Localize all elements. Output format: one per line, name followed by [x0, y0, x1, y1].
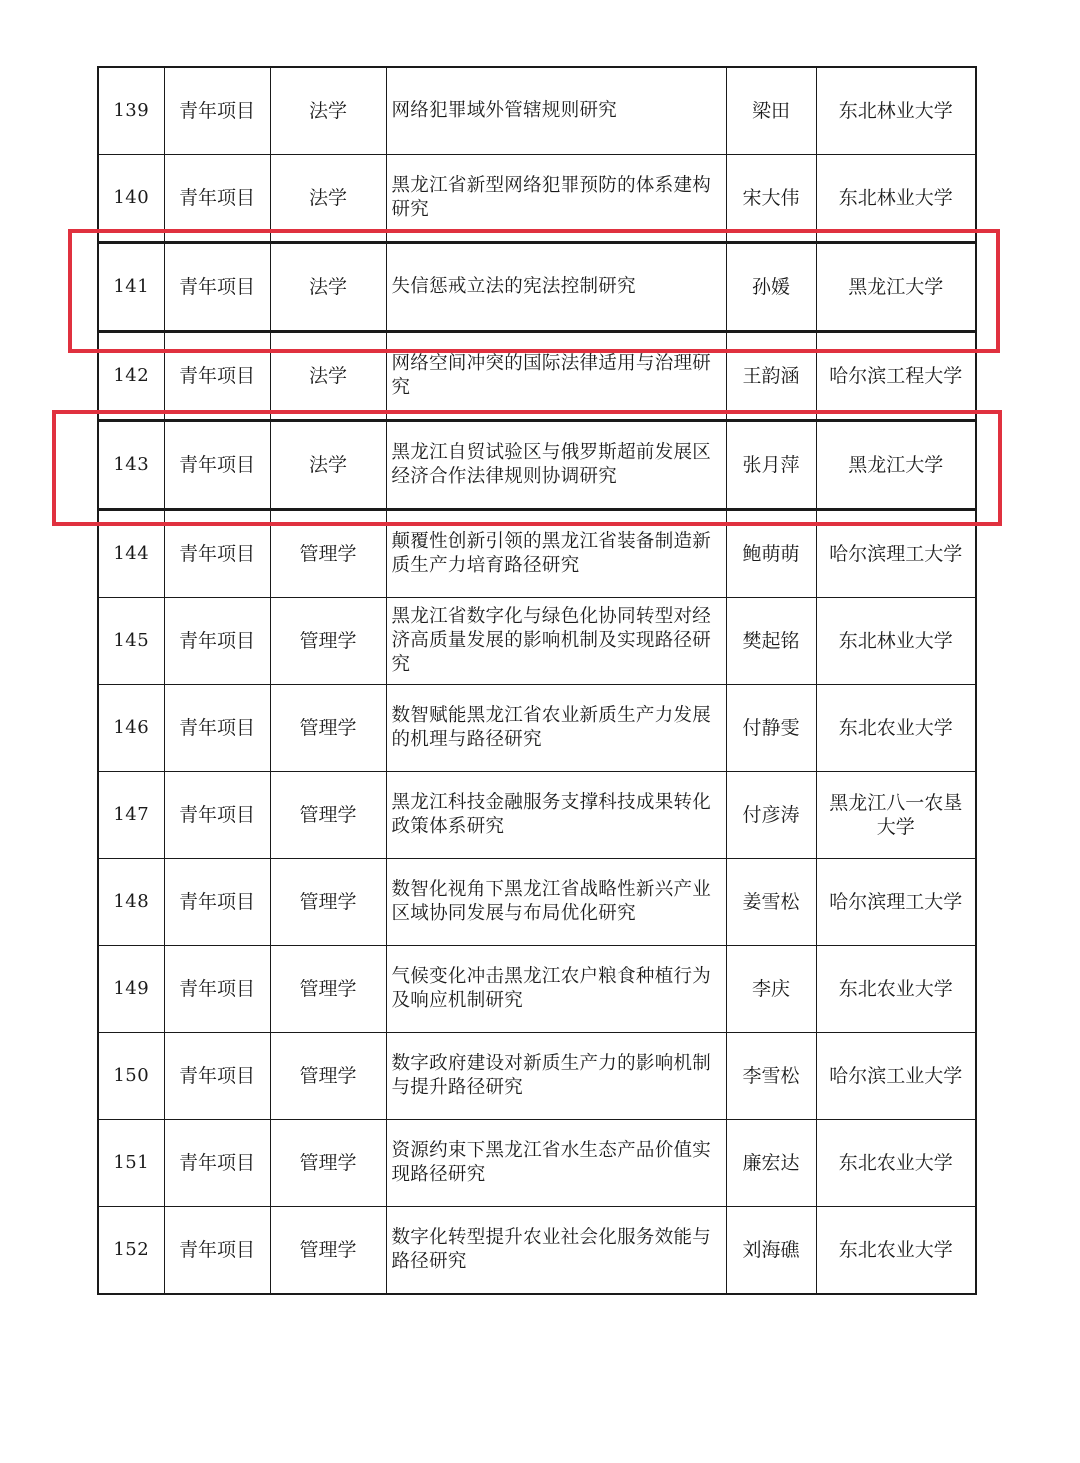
- project-leader: 付彦涛: [726, 772, 816, 859]
- project-type: 青年项目: [164, 243, 270, 332]
- row-number: 150: [98, 1033, 164, 1120]
- work-unit: 东北林业大学: [816, 67, 976, 155]
- project-title: 黑龙江省数字化与绿色化协同转型对经济高质量发展的影响机制及实现路径研究: [386, 598, 726, 685]
- project-title: 黑龙江省新型网络犯罪预防的体系建构研究: [386, 155, 726, 243]
- project-title: 数字政府建设对新质生产力的影响机制与提升路径研究: [386, 1033, 726, 1120]
- work-unit: 东北农业大学: [816, 1207, 976, 1295]
- discipline: 法学: [270, 421, 386, 510]
- discipline: 管理学: [270, 510, 386, 598]
- discipline: 管理学: [270, 1120, 386, 1207]
- discipline: 法学: [270, 67, 386, 155]
- project-leader: 孙媛: [726, 243, 816, 332]
- work-unit: 黑龙江大学: [816, 243, 976, 332]
- project-title: 失信惩戒立法的宪法控制研究: [386, 243, 726, 332]
- row-number: 152: [98, 1207, 164, 1295]
- project-type: 青年项目: [164, 67, 270, 155]
- project-title: 数智化视角下黑龙江省战略性新兴产业区域协同发展与布局优化研究: [386, 859, 726, 946]
- work-unit: 哈尔滨工程大学: [816, 332, 976, 421]
- row-number: 143: [98, 421, 164, 510]
- row-number: 142: [98, 332, 164, 421]
- project-title: 数字化转型提升农业社会化服务效能与路径研究: [386, 1207, 726, 1295]
- discipline: 法学: [270, 243, 386, 332]
- work-unit: 东北农业大学: [816, 685, 976, 772]
- project-title: 网络空间冲突的国际法律适用与治理研究: [386, 332, 726, 421]
- project-title: 资源约束下黑龙江省水生态产品价值实现路径研究: [386, 1120, 726, 1207]
- project-type: 青年项目: [164, 1120, 270, 1207]
- table-row: [98, 685, 976, 772]
- table-row: [98, 510, 976, 598]
- project-type: 青年项目: [164, 772, 270, 859]
- discipline: 管理学: [270, 598, 386, 685]
- discipline: 法学: [270, 332, 386, 421]
- project-leader: 廉宏达: [726, 1120, 816, 1207]
- table-row: [98, 859, 976, 946]
- row-number: 151: [98, 1120, 164, 1207]
- discipline: 管理学: [270, 685, 386, 772]
- project-title: 网络犯罪域外管辖规则研究: [386, 67, 726, 155]
- row-number: 139: [98, 67, 164, 155]
- row-number: 144: [98, 510, 164, 598]
- project-leader: 付静雯: [726, 685, 816, 772]
- table-row: [98, 67, 976, 155]
- project-type: 青年项目: [164, 1033, 270, 1120]
- project-leader: 张月萍: [726, 421, 816, 510]
- table-row-highlighted: [98, 421, 976, 510]
- work-unit: 哈尔滨理工大学: [816, 859, 976, 946]
- work-unit: 东北林业大学: [816, 155, 976, 243]
- project-type: 青年项目: [164, 332, 270, 421]
- project-leader: 姜雪松: [726, 859, 816, 946]
- project-leader: 宋大伟: [726, 155, 816, 243]
- project-title: 颠覆性创新引领的黑龙江省装备制造新质生产力培育路径研究: [386, 510, 726, 598]
- work-unit: 东北农业大学: [816, 946, 976, 1033]
- project-type: 青年项目: [164, 421, 270, 510]
- table-row: [98, 598, 976, 685]
- row-number: 146: [98, 685, 164, 772]
- work-unit: 东北农业大学: [816, 1120, 976, 1207]
- table-row: [98, 1120, 976, 1207]
- work-unit: 哈尔滨理工大学: [816, 510, 976, 598]
- work-unit: 黑龙江八一农垦大学: [816, 772, 976, 859]
- project-leader: 李雪松: [726, 1033, 816, 1120]
- project-type: 青年项目: [164, 155, 270, 243]
- project-leader: 梁田: [726, 67, 816, 155]
- discipline: 法学: [270, 155, 386, 243]
- table-row: [98, 1033, 976, 1120]
- table-row: [98, 155, 976, 243]
- project-title: 气候变化冲击黑龙江农户粮食种植行为及响应机制研究: [386, 946, 726, 1033]
- discipline: 管理学: [270, 1207, 386, 1295]
- project-type: 青年项目: [164, 685, 270, 772]
- discipline: 管理学: [270, 946, 386, 1033]
- project-leader: 刘海礁: [726, 1207, 816, 1295]
- project-title: 数智赋能黑龙江省农业新质生产力发展的机理与路径研究: [386, 685, 726, 772]
- work-unit: 哈尔滨工业大学: [816, 1033, 976, 1120]
- work-unit: 黑龙江大学: [816, 421, 976, 510]
- project-leader: 李庆: [726, 946, 816, 1033]
- table-row: [98, 1207, 976, 1295]
- table-row: [98, 946, 976, 1033]
- work-unit: 东北林业大学: [816, 598, 976, 685]
- discipline: 管理学: [270, 859, 386, 946]
- project-type: 青年项目: [164, 510, 270, 598]
- project-type: 青年项目: [164, 859, 270, 946]
- table-row: [98, 332, 976, 421]
- project-leader: 王韵涵: [726, 332, 816, 421]
- discipline: 管理学: [270, 772, 386, 859]
- discipline: 管理学: [270, 1033, 386, 1120]
- row-number: 141: [98, 243, 164, 332]
- table-row-highlighted: [98, 243, 976, 332]
- project-list-table: [97, 66, 977, 1295]
- table-row: [98, 772, 976, 859]
- project-title: 黑龙江自贸试验区与俄罗斯超前发展区经济合作法律规则协调研究: [386, 421, 726, 510]
- project-type: 青年项目: [164, 598, 270, 685]
- row-number: 140: [98, 155, 164, 243]
- row-number: 145: [98, 598, 164, 685]
- row-number: 147: [98, 772, 164, 859]
- project-title: 黑龙江科技金融服务支撑科技成果转化政策体系研究: [386, 772, 726, 859]
- project-leader: 鲍萌萌: [726, 510, 816, 598]
- project-type: 青年项目: [164, 946, 270, 1033]
- row-number: 149: [98, 946, 164, 1033]
- project-type: 青年项目: [164, 1207, 270, 1295]
- row-number: 148: [98, 859, 164, 946]
- project-leader: 樊起铭: [726, 598, 816, 685]
